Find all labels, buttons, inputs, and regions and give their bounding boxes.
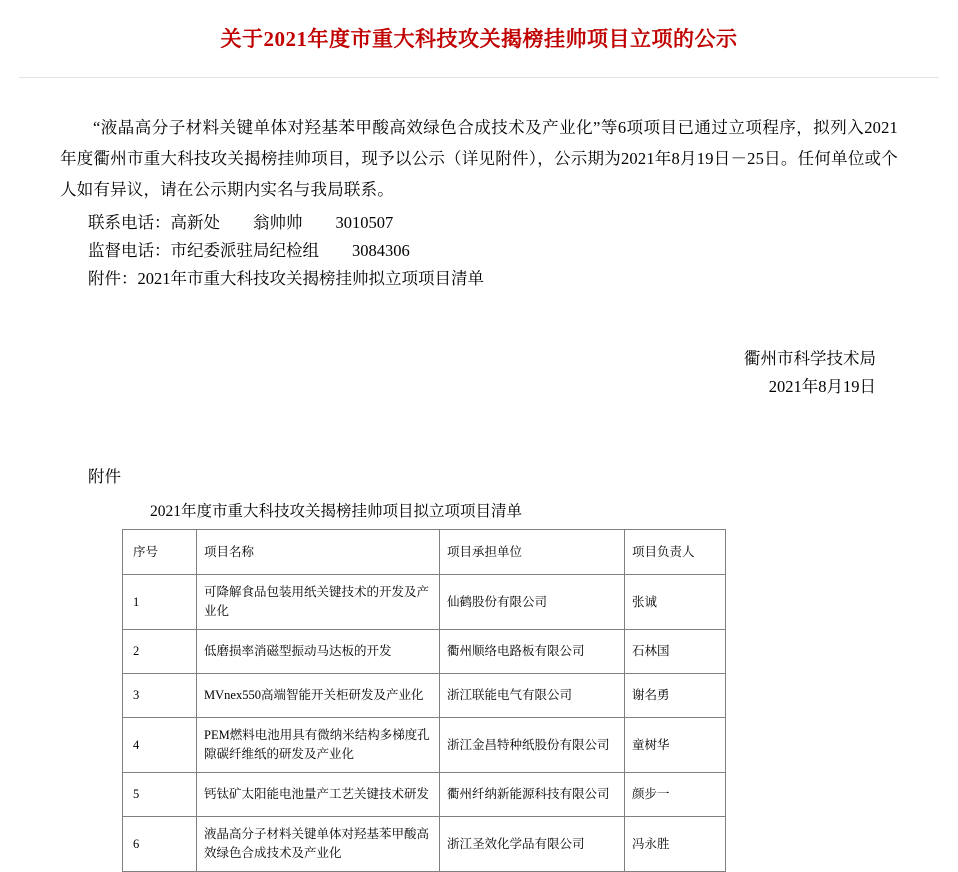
- table-row: [123, 674, 726, 718]
- cell-unit: 浙江联能电气有限公司: [440, 674, 625, 718]
- title-divider: [19, 77, 939, 78]
- cell-index: 2: [123, 630, 197, 674]
- contact-line-phone: 联系电话：高新处 翁帅帅 3010507: [88, 213, 394, 233]
- column-header-index: 序号: [123, 530, 197, 575]
- cell-unit: 衢州纤纳新能源科技有限公司: [440, 773, 625, 817]
- signature-organization: 衢州市科学技术局: [744, 349, 876, 369]
- cell-project-name: 液晶高分子材料关键单体对羟基苯甲酸高效绿色合成技术及产业化: [197, 817, 440, 872]
- notice-paragraph: “液晶高分子材料关键单体对羟基苯甲酸高效绿色合成技术及产业化”等6项项目已通过立项程序，拟列入2021年度衢州市重大科技攻关揭榜挂帅项目，现予以公示（详见附件），公示期为2021年8月19日－25日。任何单位或个人如有异议，请在公示期内实名与我局联系。: [60, 118, 898, 200]
- attachment-label: 附件: [88, 467, 121, 487]
- column-header-project-name: 项目名称: [197, 530, 440, 575]
- cell-person: 石林国: [625, 630, 726, 674]
- table-row: [123, 773, 726, 817]
- table-row: [123, 575, 726, 630]
- cell-index: 4: [123, 718, 197, 773]
- table-header-row: [123, 530, 726, 575]
- cell-unit: 浙江金昌特种纸股份有限公司: [440, 718, 625, 773]
- column-header-unit: 项目承担单位: [440, 530, 625, 575]
- table-row: [123, 630, 726, 674]
- table-caption: 2021年度市重大科技攻关揭榜挂帅项目拟立项项目清单: [150, 503, 523, 521]
- cell-index: 1: [123, 575, 197, 630]
- title-bar: [0, 0, 958, 53]
- table-row: [123, 718, 726, 773]
- page-title: 关于2021年度市重大科技攻关揭榜挂帅项目立项的公示: [220, 27, 738, 51]
- table-body: [123, 575, 726, 872]
- cell-person: 冯永胜: [625, 817, 726, 872]
- cell-project-name: MVnex550高端智能开关柜研发及产业化: [197, 674, 440, 718]
- cell-unit: 衢州顺络电路板有限公司: [440, 630, 625, 674]
- column-header-person: 项目负责人: [625, 530, 726, 575]
- signature-date: 2021年8月19日: [768, 377, 876, 397]
- document-body: [0, 112, 958, 872]
- table-header: [123, 530, 726, 575]
- cell-index: 6: [123, 817, 197, 872]
- cell-project-name: 低磨损率消磁型振动马达板的开发: [197, 630, 440, 674]
- signature-block: [60, 345, 898, 401]
- cell-project-name: 钙钛矿太阳能电池量产工艺关键技术研发: [197, 773, 440, 817]
- cell-person: 张诚: [625, 575, 726, 630]
- cell-project-name: PEM燃料电池用具有微纳米结构多梯度孔隙碳纤维纸的研发及产业化: [197, 718, 440, 773]
- cell-person: 童树华: [625, 718, 726, 773]
- contact-line-supervision: 监督电话：市纪委派驻局纪检组 3084306: [88, 241, 410, 261]
- cell-unit: 仙鹤股份有限公司: [440, 575, 625, 630]
- cell-person: 谢名勇: [625, 674, 726, 718]
- cell-index: 5: [123, 773, 197, 817]
- table-row: [123, 817, 726, 872]
- cell-person: 颜步一: [625, 773, 726, 817]
- cell-unit: 浙江圣效化学品有限公司: [440, 817, 625, 872]
- cell-index: 3: [123, 674, 197, 718]
- contact-block: [60, 209, 898, 293]
- contact-line-attachment: 附件：2021年市重大科技攻关揭榜挂帅拟立项项目清单: [88, 269, 484, 289]
- project-list-table: [122, 529, 726, 872]
- cell-project-name: 可降解食品包装用纸关键技术的开发及产业化: [197, 575, 440, 630]
